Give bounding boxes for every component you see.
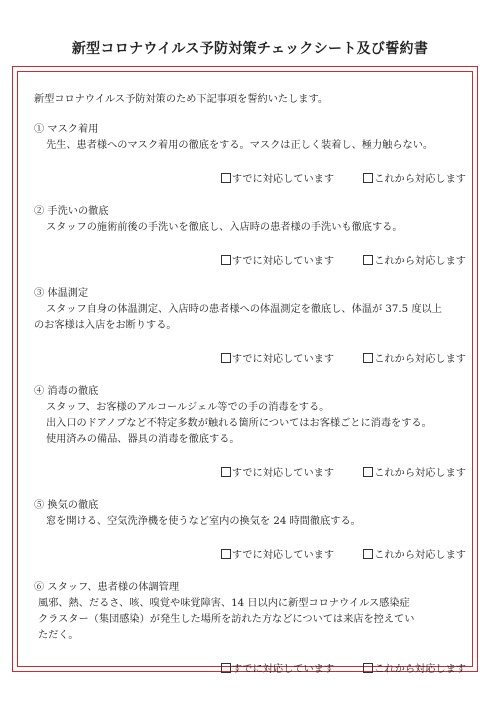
check-options xyxy=(34,352,474,368)
item-body xyxy=(34,220,474,236)
item-line: 使用済みの備品、器具の消毒を徹底する。 xyxy=(46,434,240,445)
checkbox-label: すでに対応しています xyxy=(231,664,335,675)
checkbox-square-icon xyxy=(221,549,231,559)
item-line: クラスター（集団感染）が発生した場所を訪れた方などについては来店を控えてい xyxy=(38,614,415,625)
item-mask xyxy=(34,122,474,188)
intro-text: 新型コロナウイルス予防対策のため下記事項を誓約いたします。 xyxy=(34,94,329,105)
item-line: 先生、患者様へのマスク着用の徹底をする。マスクは正しく装着し、極力触らない。 xyxy=(46,140,434,151)
item-title: ④ 消毒の徹底 xyxy=(34,386,99,397)
item-title: ⑥ スタッフ、患者様の体調管理 xyxy=(34,582,180,593)
checkbox-todo[interactable] xyxy=(363,662,466,678)
item-title: ③ 体温測定 xyxy=(34,288,89,299)
item-body xyxy=(34,596,474,644)
item-ventilation xyxy=(34,498,474,564)
checkbox-todo[interactable] xyxy=(363,548,466,564)
checkbox-label: これから対応します xyxy=(374,354,466,365)
checkbox-label: これから対応します xyxy=(374,174,466,185)
item-line: 風邪、熱、だるさ、咳、嗅覚や味覚障害、14 日以内に新型コロナウイルス感染症 xyxy=(38,598,410,609)
checkbox-square-icon xyxy=(363,549,373,559)
checkbox-square-icon xyxy=(221,467,231,477)
checkbox-label: すでに対応しています xyxy=(231,256,335,267)
item-handwash xyxy=(34,204,474,270)
checkbox-label: これから対応します xyxy=(374,468,466,479)
checkbox-done[interactable] xyxy=(221,548,334,564)
item-health-management xyxy=(34,580,474,678)
item-line: 窓を開ける、空気洗浄機を使うなど室内の換気を 24 時間徹底する。 xyxy=(46,516,361,527)
checkbox-square-icon xyxy=(363,173,373,183)
item-body xyxy=(34,514,474,530)
item-body xyxy=(34,302,474,334)
checkbox-square-icon xyxy=(363,255,373,265)
check-options xyxy=(34,466,474,482)
checkbox-done[interactable] xyxy=(221,352,334,368)
checkbox-label: すでに対応しています xyxy=(231,354,335,365)
check-options xyxy=(34,254,474,270)
checkbox-label: これから対応します xyxy=(374,550,466,561)
item-title: ⑤ 換気の徹底 xyxy=(34,500,99,511)
item-line: のお客様は入店をお断りする。 xyxy=(34,320,177,331)
item-line: 出入口のドアノブなど不特定多数が触れる箇所についてはお客様ごとに消毒をする。 xyxy=(46,418,432,429)
checkbox-done[interactable] xyxy=(221,466,334,482)
checkbox-square-icon xyxy=(221,173,231,183)
checkbox-square-icon xyxy=(363,467,373,477)
checkbox-square-icon xyxy=(221,353,231,363)
item-disinfection xyxy=(34,384,474,482)
checkbox-square-icon xyxy=(221,255,231,265)
document-title: 新型コロナウイルス予防対策チェックシート及び誓約書 xyxy=(71,41,429,57)
checkbox-label: すでに対応しています xyxy=(231,174,335,185)
checkbox-label: これから対応します xyxy=(374,664,466,675)
checkbox-todo[interactable] xyxy=(363,254,466,270)
check-options xyxy=(34,172,474,188)
checkbox-square-icon xyxy=(221,663,231,673)
item-temperature xyxy=(34,286,474,368)
checkbox-square-icon xyxy=(363,353,373,363)
item-line: スタッフ自身の体温測定、入店時の患者様への体温測定を徹底し、体温が 37.5 度以上 xyxy=(46,304,442,315)
item-body xyxy=(34,138,474,154)
check-options xyxy=(34,548,474,564)
checkbox-label: すでに対応しています xyxy=(231,468,335,479)
checkbox-square-icon xyxy=(363,663,373,673)
item-title: ② 手洗いの徹底 xyxy=(34,206,109,217)
checkbox-todo[interactable] xyxy=(363,352,466,368)
item-title: ① マスク着用 xyxy=(34,124,99,135)
item-line: スタッフ、お客様のアルコールジェル等での手の消毒をする。 xyxy=(46,402,330,413)
checkbox-todo[interactable] xyxy=(363,466,466,482)
pledge-content xyxy=(34,92,474,694)
checkbox-label: すでに対応しています xyxy=(231,550,335,561)
checkbox-done[interactable] xyxy=(221,662,334,678)
check-options xyxy=(34,662,474,678)
checkbox-done[interactable] xyxy=(221,172,334,188)
item-body xyxy=(34,400,474,448)
checkbox-todo[interactable] xyxy=(363,172,466,188)
item-line: ただく。 xyxy=(38,630,79,641)
checkbox-label: これから対応します xyxy=(374,256,466,267)
checkbox-done[interactable] xyxy=(221,254,334,270)
item-line: スタッフの施術前後の手洗いを徹底し、入店時の患者様の手洗いも徹底する。 xyxy=(46,222,403,233)
